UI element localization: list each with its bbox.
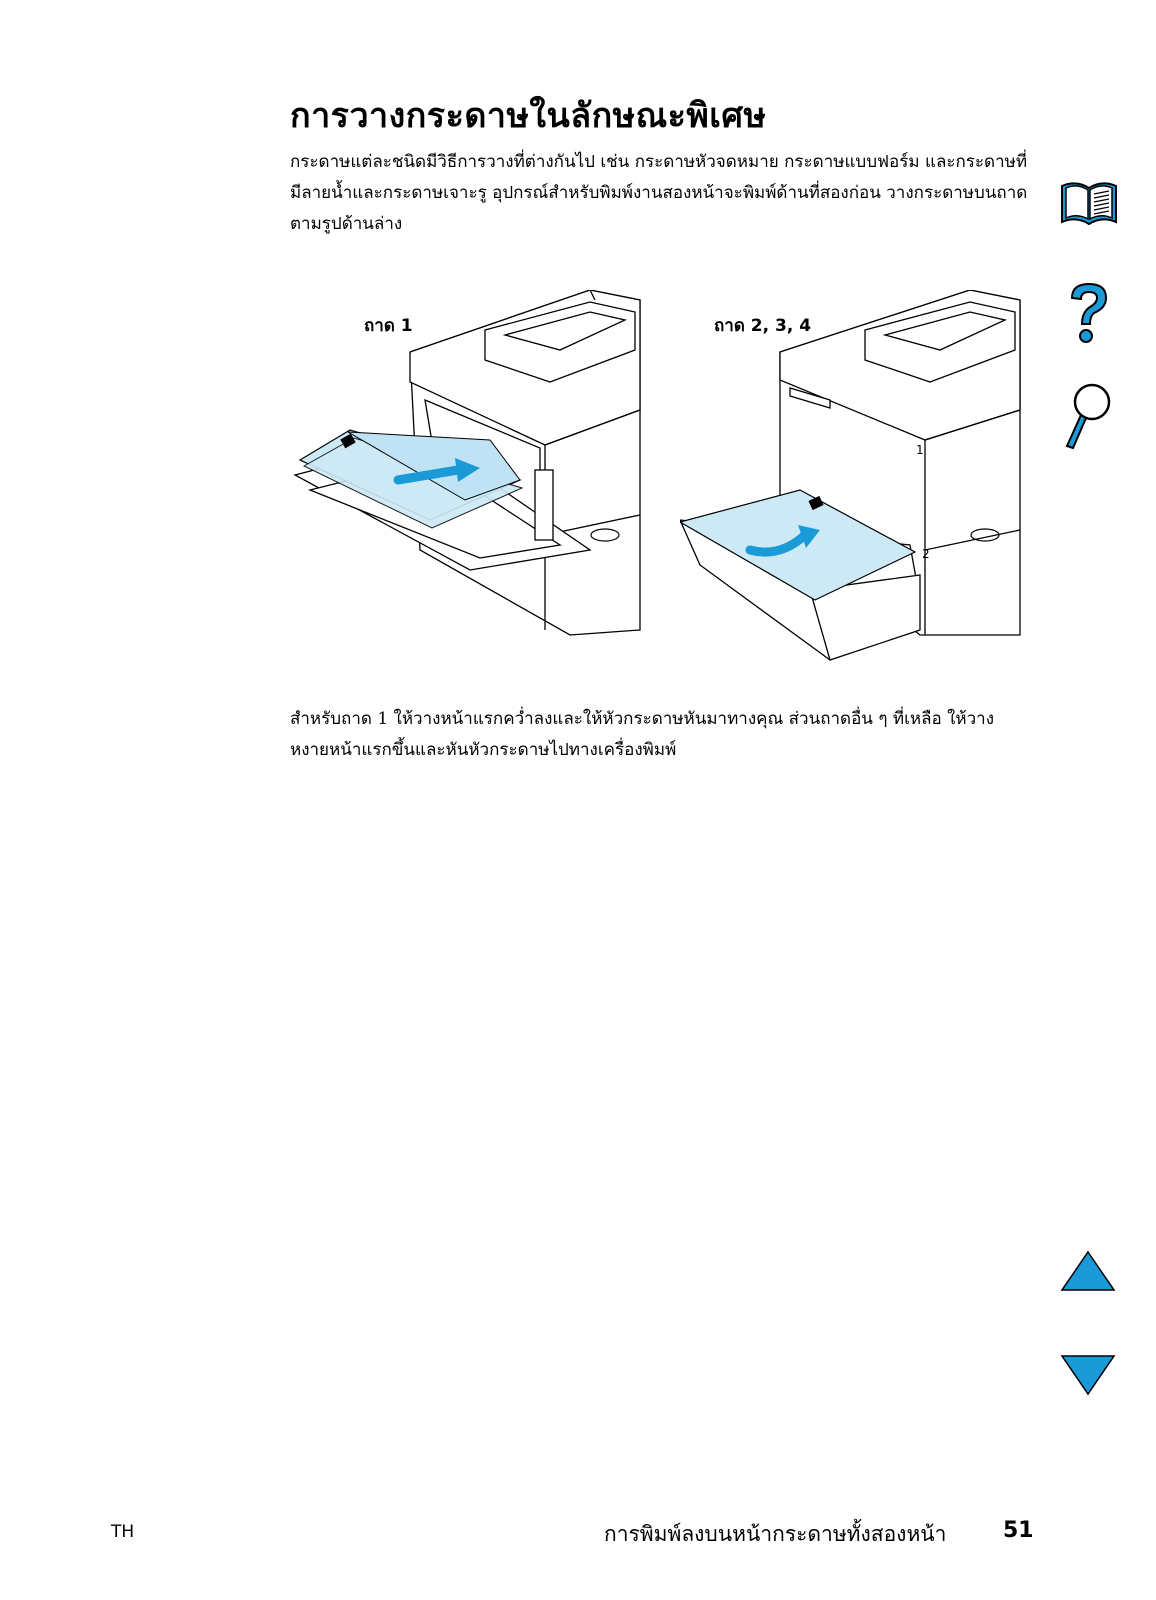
triangle-up-icon[interactable] bbox=[1060, 1250, 1116, 1292]
question-icon[interactable] bbox=[1066, 280, 1112, 346]
magnifier-icon[interactable] bbox=[1060, 380, 1116, 452]
tray-marker-1: 1 bbox=[916, 443, 924, 457]
tray1-illustration bbox=[290, 290, 658, 670]
book-icon[interactable] bbox=[1058, 178, 1120, 228]
tray234-illustration bbox=[680, 290, 1048, 680]
page-title: การวางกระดาษในลักษณะพิเศษ bbox=[290, 96, 767, 136]
tray-marker-2: 2 bbox=[922, 547, 930, 561]
intro-paragraph: กระดาษแต่ละชนิดมีวิธีการวางที่ต่างกันไป เช่น กระดาษหัวจดหมาย กระดาษแบบฟอร์ม และกระดาษที่มีลายน้ำและกระดาษเจาะรู อุปกรณ์สำหรับพิมพ์งานสองหน้าจะพิมพ์ด้านที่สองก่อน วางกระดาษบนถาดตามรูปด้านล่าง bbox=[290, 152, 1028, 234]
triangle-down-icon[interactable] bbox=[1060, 1354, 1116, 1396]
instruction-paragraph: สำหรับถาด 1 ให้วางหน้าแรกคว่ำลงและให้หัวกระดาษหันมาทางคุณ ส่วนถาดอื่น ๆ ที่เหลือ ให้วางหงายหน้าแรกขึ้นและหันหัวกระดาษไปทางเครื่องพิมพ์ bbox=[290, 709, 995, 760]
page-number: 51 bbox=[1003, 1518, 1034, 1543]
tray234-label: ถาด 2, 3, 4 bbox=[714, 316, 812, 336]
footer-language: TH bbox=[111, 1522, 135, 1542]
tray1-label: ถาด 1 bbox=[364, 316, 413, 336]
footer-chapter-title: การพิมพ์ลงบนหน้ากระดาษทั้งสองหน้า bbox=[604, 1522, 947, 1546]
